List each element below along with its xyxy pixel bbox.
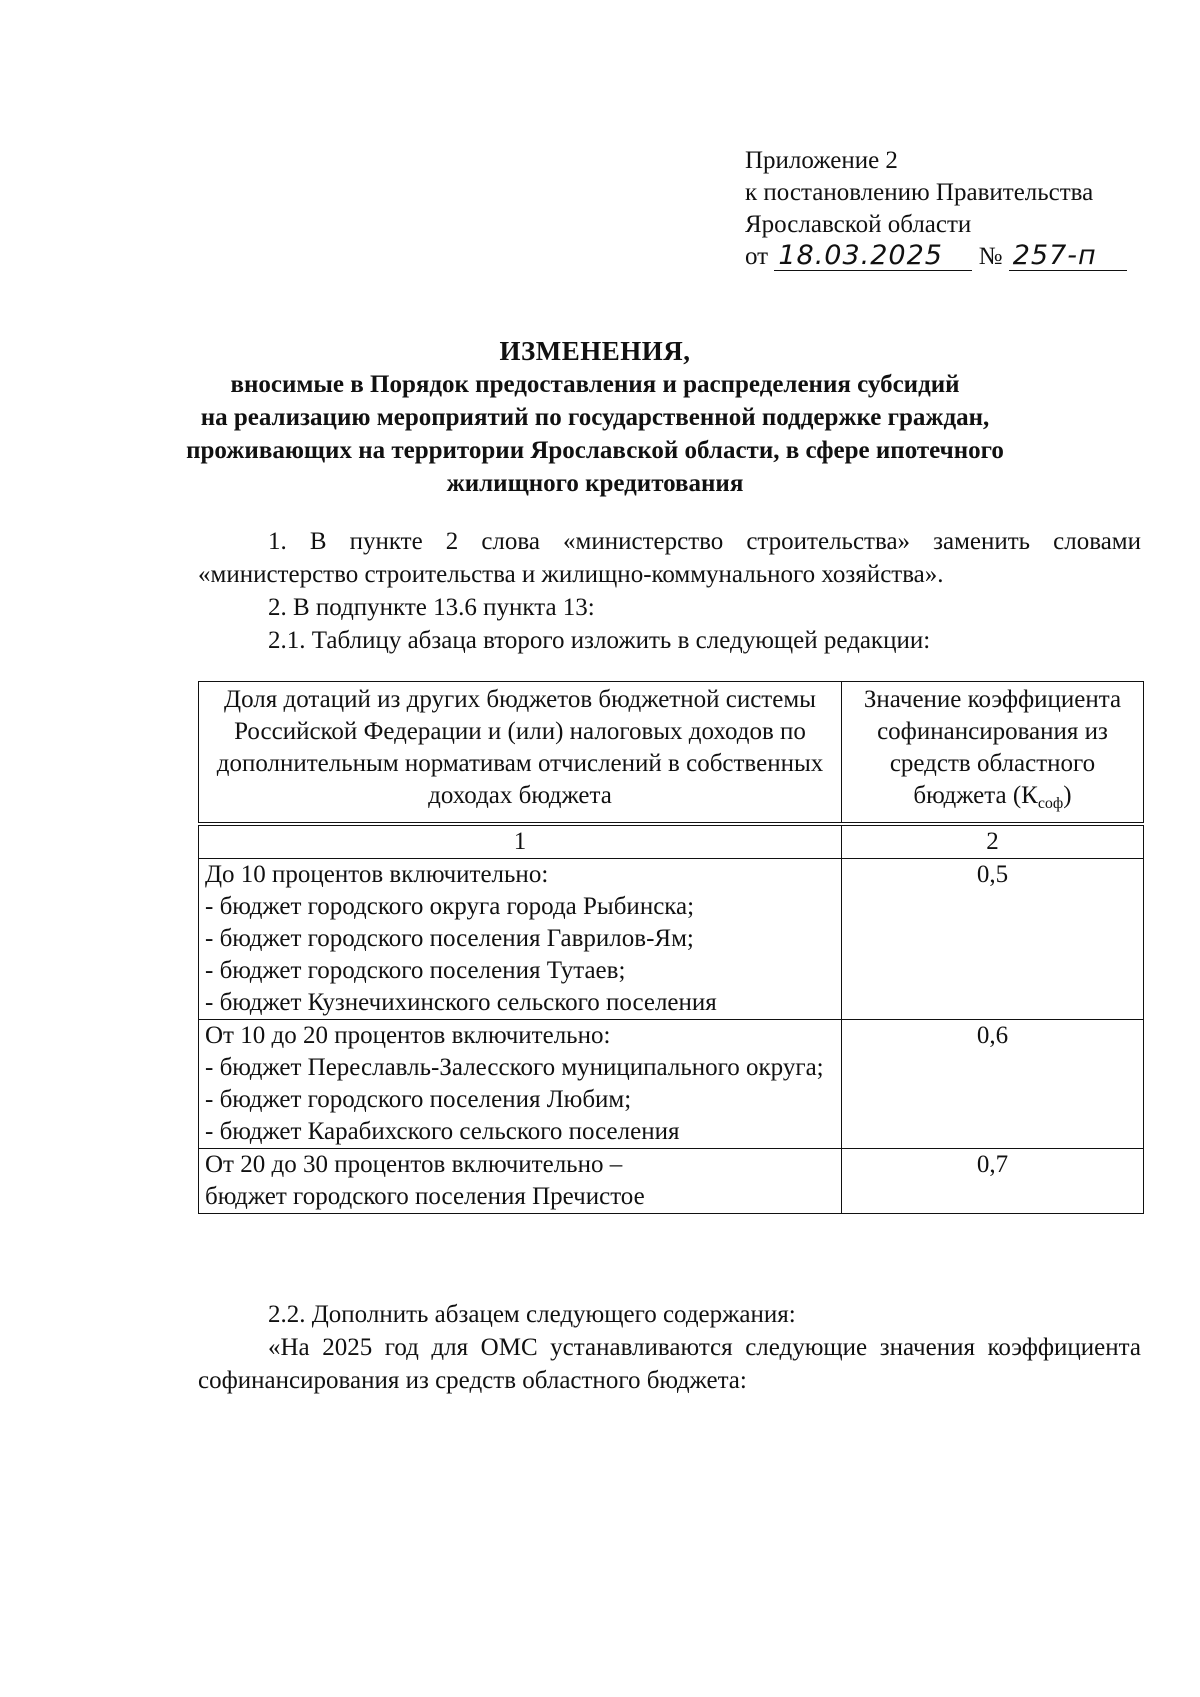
paragraph-quote: «На 2025 год для ОМС устанавливаются следующие значения коэффициента софинансирования из средств областного бюджета:: [198, 1334, 1141, 1394]
row-1-value: 0,5: [842, 859, 1144, 1020]
row-1-line-1: До 10 процентов включительно:: [205, 861, 549, 888]
table-header-row: [199, 682, 1144, 825]
row-2-line-2: - бюджет Переславль-Залесского муниципального округа;: [205, 1054, 824, 1081]
appendix-date-line: [745, 241, 1127, 273]
row-1-line-2: - бюджет городского округа города Рыбинска;: [205, 893, 695, 920]
title-line-3: проживающих на территории Ярославской области, в сфере ипотечного: [186, 437, 1004, 464]
header-coefficient: [842, 682, 1144, 825]
table-number-row: [199, 824, 1144, 859]
appendix-line-2: к постановлению Правительства: [745, 179, 1094, 206]
paragraph-1: 1. В пункте 2 слова «министерство строительства» заменить словами «министерство строительства и жилищно-коммунального хозяйства».: [198, 528, 1141, 588]
row-2-line-3: - бюджет городского поселения Любим;: [205, 1086, 632, 1113]
appendix-line-1: Приложение 2: [745, 147, 898, 174]
after-table-text: [198, 1298, 1141, 1397]
table-row: [199, 1149, 1144, 1214]
column-number-1: 1: [199, 824, 842, 859]
row-3-line-1: От 20 до 30 процентов включительно –: [205, 1151, 623, 1178]
row-1-line-3: - бюджет городского поселения Гаврилов-Ям;: [205, 925, 694, 952]
row-3-line-2: бюджет городского поселения Пречистое: [205, 1183, 645, 1210]
row-2-value: 0,6: [842, 1020, 1144, 1149]
appendix-line-3: Ярославской области: [745, 211, 972, 238]
paragraph-2: 2. В подпункте 13.6 пункта 13:: [268, 594, 595, 621]
row-3-value: 0,7: [842, 1149, 1144, 1214]
header-coefficient-tail: ): [1063, 782, 1072, 809]
document-title: [160, 335, 1030, 500]
header-coefficient-subscript: соф: [1037, 795, 1064, 812]
row-1-condition: [199, 859, 842, 1020]
row-1-line-4: - бюджет городского поселения Тутаев;: [205, 957, 626, 984]
column-number-2: 2: [842, 824, 1144, 859]
row-2-line-1: От 10 до 20 процентов включительно:: [205, 1022, 611, 1049]
paragraph-2-2: 2.2. Дополнить абзацем следующего содержания:: [268, 1301, 796, 1328]
row-1-line-5: - бюджет Кузнечихинского сельского поселения: [205, 989, 717, 1016]
coefficient-table: [198, 681, 1144, 1214]
number-prefix: №: [978, 243, 1003, 270]
handwritten-date: 18.03.2025: [774, 242, 972, 271]
header-coefficient-text: Значение коэффициента софинансирования из средств областного бюджета (К: [863, 686, 1122, 809]
row-2-line-4: - бюджет Карабихского сельского поселения: [205, 1118, 680, 1145]
row-2-condition: [199, 1020, 842, 1149]
title-main: ИЗМЕНЕНИЯ,: [499, 336, 691, 366]
paragraph-3: 2.1. Таблицу абзаца второго изложить в следующей редакции:: [268, 627, 931, 654]
appendix-header: [745, 145, 1127, 273]
row-3-condition: [199, 1149, 842, 1214]
table-row: [199, 859, 1144, 1020]
header-share: Доля дотаций из других бюджетов бюджетной системы Российской Федерации и (или) налоговых доходов по дополнительным нормативам отчислений в собственных доходах бюджета: [199, 682, 842, 825]
handwritten-number: 257-п: [1009, 242, 1127, 271]
body-text: [198, 525, 1141, 657]
title-line-2: на реализацию мероприятий по государственной поддержке граждан,: [200, 404, 990, 431]
title-line-1: вносимые в Порядок предоставления и распределения субсидий: [230, 371, 960, 398]
table-row: [199, 1020, 1144, 1149]
date-prefix: от: [745, 243, 769, 270]
title-line-4: жилищного кредитования: [446, 470, 744, 497]
